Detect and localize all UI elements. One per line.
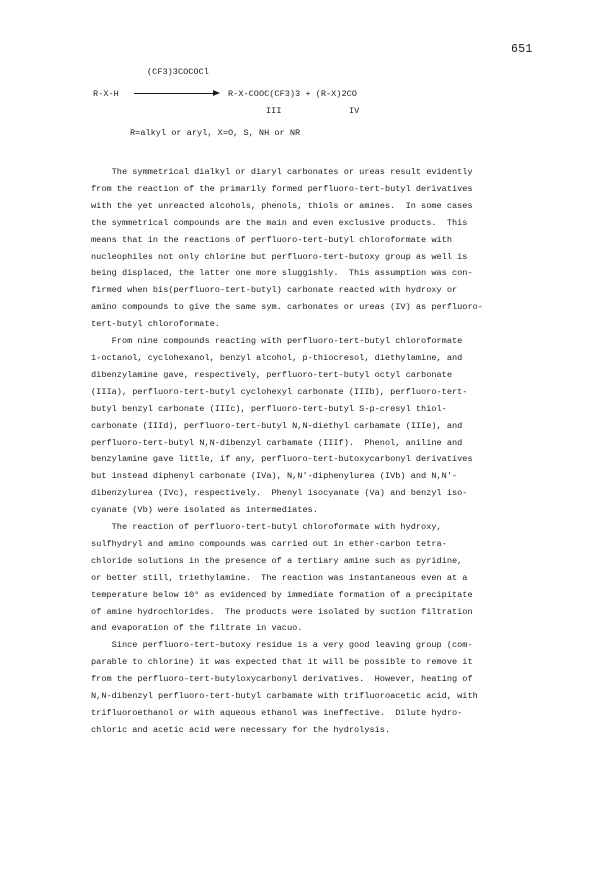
text-line: dibenzylurea (IVc), respectively. Phenyl isocyanate (Va) and benzyl iso- — [91, 488, 468, 499]
text-line: The reaction of perfluoro-tert-butyl chloroformate with hydroxy, — [91, 522, 442, 533]
text-line: parable to chlorine) it was expected that it will be possible to remove it — [91, 657, 473, 668]
text-line: chloric and acetic acid were necessary for the hydrolysis. — [91, 724, 391, 735]
scheme-reagent: (CF3)3COCOCl — [147, 67, 209, 77]
text-line: The symmetrical dialkyl or diaryl carbonates or ureas result evidently — [91, 167, 473, 177]
text-line: trifluoroethanol or with aqueous ethanol was ineffective. Dilute hydro- — [91, 708, 463, 718]
text-line: carbonate (IIId), perfluoro-tert-butyl N,N-diethyl carbamate (IIIe), and — [91, 420, 463, 431]
reaction-scheme — [0, 0, 593, 140]
text-line: 1-octanol, cyclohexanol, benzyl alcohol, p-thiocresol, diethylamine, and — [91, 352, 463, 363]
text-line: tert-butyl chloroformate. — [91, 319, 220, 330]
text-line: nucleophiles not only chlorine but perfluoro-tert-butoxy group as well is — [91, 251, 468, 262]
text-line: the symmetrical compounds are the main and even exclusive products. This — [91, 217, 468, 228]
text-line: firmed when bis(perfluoro-tert-butyl) carbonate reacted with hydroxy or — [91, 285, 458, 296]
text-line: temperature below 10° as evidenced by immediate formation of a precipitate — [91, 589, 473, 600]
text-line: benzylamine gave little, if any, perfluoro-tert-butoxycarbonyl derivatives — [91, 454, 473, 465]
text-line: (IIIa), perfluoro-tert-butyl cyclohexyl carbonate (IIIb), perfluoro-tert- — [91, 386, 468, 397]
reaction-arrow-line — [134, 93, 216, 94]
text-line: From nine compounds reacting with perfluoro-tert-butyl chloroformate — [91, 336, 463, 347]
text-line: from the perfluoro-tert-butyloxycarbonyl derivatives. However, heating of — [91, 674, 473, 685]
text-line: and evaporation of the filtrate in vacuo. — [91, 623, 303, 634]
text-line: Since perfluoro-tert-butoxy residue is a very good leaving group (com- — [91, 640, 473, 651]
text-line: dibenzylamine gave, respectively, perfluoro-tert-butyl octyl carbonate — [91, 369, 452, 380]
text-line: of amine hydrochlorides. The products were isolated by suction filtration — [91, 606, 473, 617]
text-line: but instead diphenyl carbonate (IVa), N,N'-diphenylurea (IVb) and N,N'- — [91, 471, 458, 482]
body-text — [91, 164, 511, 739]
text-line: sulfhydryl and amino compounds was carried out in ether-carbon tetra- — [91, 538, 447, 549]
text-line: or better still, triethylamine. The reaction was instantaneous even at a — [91, 572, 468, 583]
scheme-label-iv: IV — [349, 106, 360, 116]
page-number: 651 — [511, 43, 533, 56]
text-line: being displaced, the latter one more sluggishly. This assumption was con- — [91, 268, 473, 279]
text-line: N,N-dibenzyl perfluoro-tert-butyl carbamate with trifluoroacetic acid, with — [91, 691, 478, 702]
text-line: from the reaction of the primarily formed perfluoro-tert-butyl derivatives — [91, 183, 473, 194]
text-line: butyl benzyl carbonate (IIIc), perfluoro-tert-butyl S-p-cresyl thiol- — [91, 403, 447, 414]
text-line: cyanate (Vb) were isolated as intermediates. — [91, 505, 318, 516]
text-line: means that in the reactions of perfluoro-tert-butyl chloroformate with — [91, 234, 452, 245]
scheme-label-iii: III — [266, 106, 282, 116]
reaction-arrow-head — [213, 90, 220, 96]
scheme-conditions: R=alkyl or aryl, X=O, S, NH or NR — [130, 128, 301, 138]
text-line: chloride solutions in the presence of a tertiary amine such as pyridine, — [91, 555, 463, 566]
scheme-reactant: R-X-H — [93, 89, 119, 99]
scheme-product: R-X-COOC(CF3)3 + (R-X)2CO — [228, 89, 357, 99]
text-line: amino compounds to give the same sym. carbonates or ureas (IV) as perfluoro- — [91, 302, 483, 313]
text-line: with the yet unreacted alcohols, phenols, thiols or amines. In some cases — [91, 200, 473, 211]
text-line: perfluoro-tert-butyl N,N-dibenzyl carbamate (IIIf). Phenol, aniline and — [91, 437, 463, 448]
